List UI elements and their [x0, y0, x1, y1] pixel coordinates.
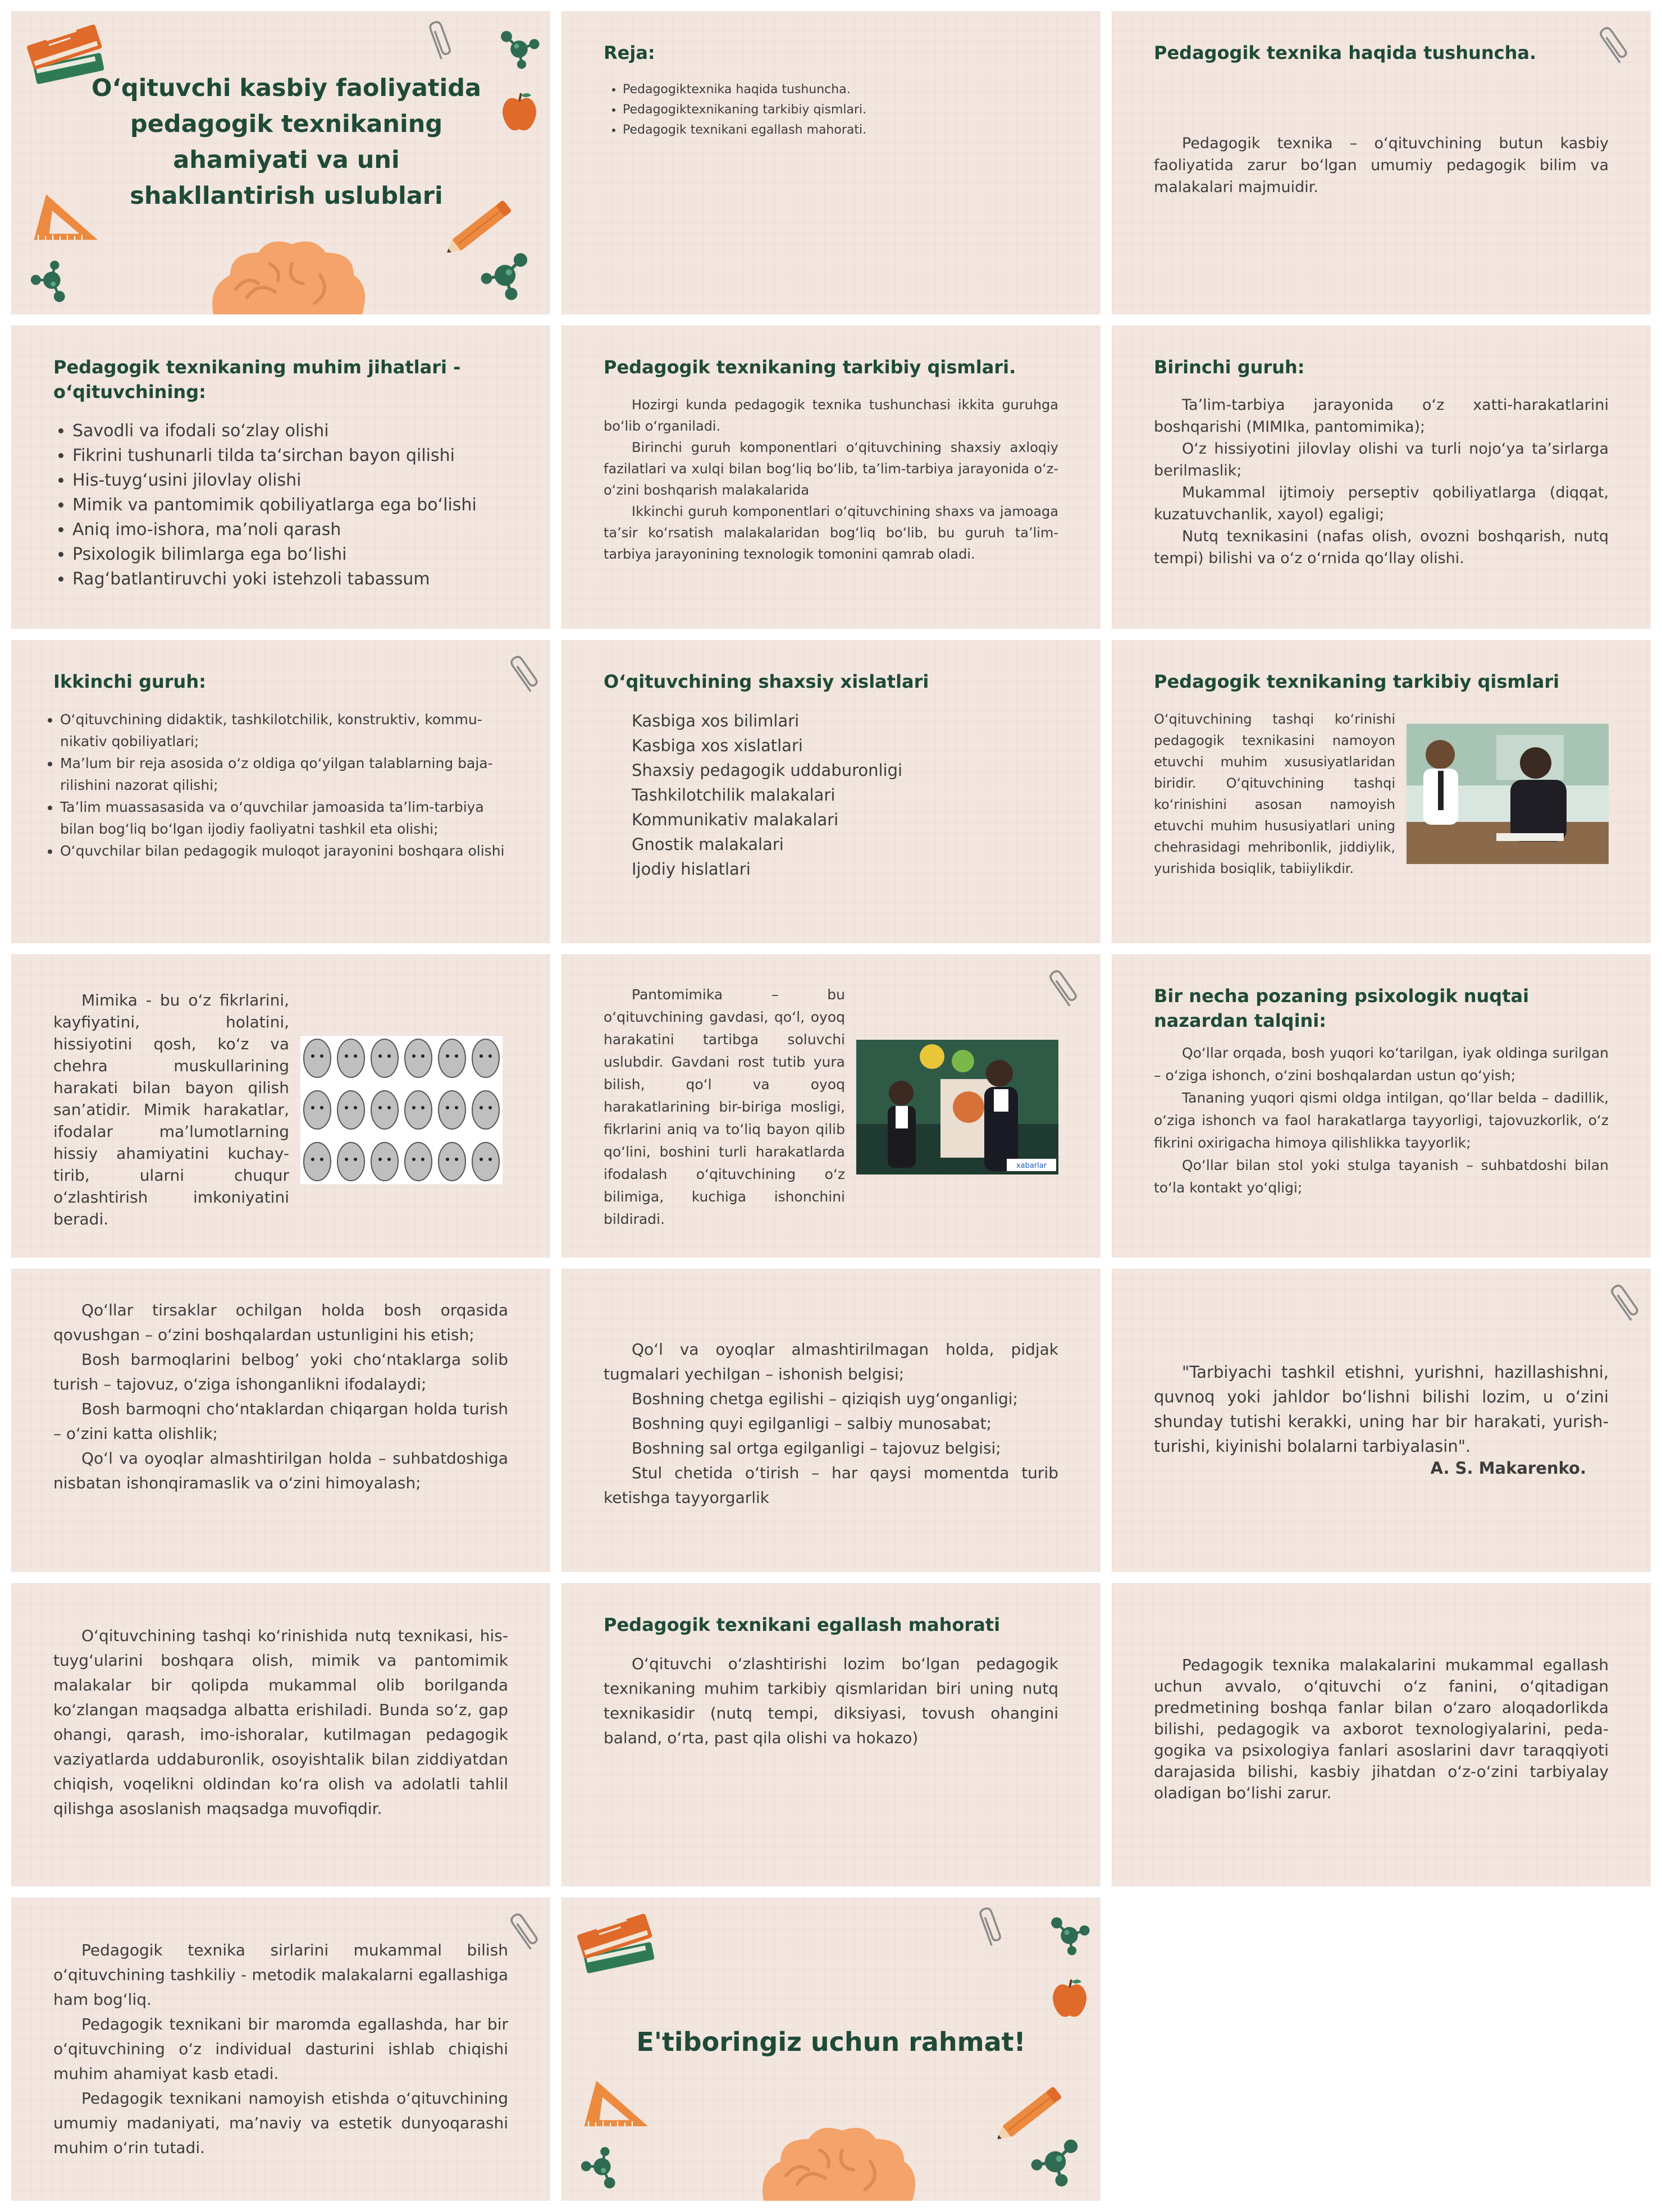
slide-second-group[interactable]	[11, 640, 550, 943]
slide-poses[interactable]	[1112, 954, 1651, 1258]
slide-plan[interactable]	[561, 11, 1101, 314]
molecule-icon	[477, 241, 539, 303]
paragraph: Nutq texnikasini (nafas olish, ovozni boshqarish, nutq tempi) bilishi va o‘z o‘rnida qo‘llay olishi.	[1154, 528, 1609, 567]
slide-body	[1154, 1042, 1609, 1199]
paragraph: Pedagogik texnikani namoyish etishda o‘qituvchining umumiy madaniyati, ma’naviy va estetik dunyoqarashi muhim o‘rin tutadi.	[53, 2089, 508, 2157]
apple-icon	[500, 90, 539, 135]
slide-body	[53, 1624, 508, 1821]
paragraph: O‘qituvchining tashqi ko‘rinishida nutq texnikasi, his-tuyg‘ularini boshqara olish, mimik va pantomimik malakalar bir qolipda mukammal olib borilganda ko‘zlangan maqsadga albatta erishiladi. Bunda so‘z, gap ohangi, qarash, imo-ishoralar, kutilmagan pedagogik vaziyatlarda uddaburonlik, osoyishtalik bilan ziddiyatdan chiqish, voqelikni oldindan ko‘ra olish va adolatli tahlil qilishga asoslanish maqsadga muvofiqdir.	[53, 1626, 508, 1818]
paragraph: O‘qituvchining tashqi ko‘rinishi pedagogik texnikasini namoyon etuvchi muhim xususiyatlaridan biridir. O‘qituvchining tashqi ko‘rinishini asosan namoyish etuvchi muhim hususiyatlari uning chehrasidagi mehribonlik, jiddiylik, yurishida bosiqlik, tabiiylikdir.	[1154, 711, 1395, 876]
paragraph: Pedagogik texnikani bir maromda egallashda, har bir o‘qituvchining o‘z individual dasturini ishlab chiqishi muhim ahamiyat kasb etadi.	[53, 2015, 508, 2083]
slide-heading: Reja:	[604, 42, 655, 63]
thanks-title: E'tiboringiz uchun rahmat!	[636, 2027, 1026, 2057]
list-item: • Aniq imo-ishora, ma’noli qarash	[72, 518, 508, 542]
slide-heading: Bir necha pozaning psixologik nuqtai nazardan talqini:	[1154, 985, 1529, 1031]
paragraph: Pedagogik texnika malakalarini mukammal egallash uchun avvalo, o‘qituvchi o‘z fanini, o‘qitadigan predmetining boshqa fanlar bilan o‘zaro aloqadorlikda bilishi, pedagogik va axborot texnologiyalarini, peda-gogika va psixologiya fanlari asoslarini davr taraqqiyoti darajasida bilishi, kasbiy jihatdan o‘z-o‘zini tarbiyalay oladigan bo‘lishi zarur.	[1154, 1656, 1609, 1802]
list-item: Tashkilotchilik malakalari	[632, 785, 835, 805]
list-item: • Rag‘batlantiruvchi yoki istehzoli tabassum	[72, 567, 508, 592]
presentation-title: O‘qituvchi kasbiy faoliyatida pedagogik texnikaning ahamiyati va uni shakllantirish uslublari	[91, 74, 482, 210]
paragraph: Ta’lim-tarbiya jarayonida o‘z xatti-harakatlarini boshqarishi (MIMIka, pantomimika);	[1154, 396, 1609, 436]
list-item: Kommunikativ malakalari	[632, 810, 839, 829]
quote-author: A. S. Makarenko.	[1430, 1459, 1586, 1478]
faces-expressions-photo	[300, 1036, 503, 1184]
paragraph	[604, 984, 845, 1231]
paragraph: Boshning quyi egilganligi – salbiy munosabat;	[632, 1414, 992, 1433]
paragraph-text: Mimika - bu o‘z fikrlarini, kayfiyatini, holatini, hissiyotini qosh, ko‘z va chehra muskullarining harakati bilan bayon qilish san’atidir. Mimik harakatlar, ifodalar ma’lumotlarning hissiy ahamiyatini kuchay-tirib, ularni chuqur o‘zlashtirish imkoniyatini beradi.	[53, 991, 289, 1228]
slide-body	[1154, 132, 1609, 198]
list-item: • Savodli va ifodali so‘zlay olishi	[72, 419, 508, 444]
paragraph: Stul chetida o‘tirish – har qaysi momentda turib ketishga tayyorgarlik	[604, 1464, 1058, 1507]
list-item: • O‘qituvchining didaktik, tashkilotchilik, konstruktiv, kommu-nikativ qobiliyatlari;	[60, 709, 508, 752]
slide-secrets[interactable]	[11, 1898, 550, 2201]
list-item: • Pedagogiktexnikaning tarkibiy qismlari.	[623, 100, 1058, 120]
slide-body	[604, 1652, 1058, 1751]
paragraph	[53, 989, 289, 1230]
paragraph-text: Pantomimika – bu o‘qituvchining gavdasi, qo‘l, oyoq harakatini tartibga soluvchi uslubdir. Gavdani rost tutib yura bilish, qo‘l va oyoq harakatlarining bir-biriga mosligi, fikrlarini aniq va to‘liq bayon qilib qo‘lini, boshini turli harakatlarda ifodalash o‘qituvchining o‘z bilimiga, kuchiga ishonchini bildiradi.	[604, 986, 845, 1227]
slide-heading: O‘qituvchining shaxsiy xislatlari	[604, 671, 929, 692]
slide-body	[53, 1298, 508, 1496]
paragraph: Boshning chetga egilishi – qiziqish uyg‘onganligi;	[632, 1390, 1018, 1408]
paragraph: Bosh barmoqni cho‘ntaklardan chiqargan holda turish – o‘zini katta olishlik;	[53, 1400, 508, 1443]
photo-watermark: xabarlar	[1016, 1162, 1047, 1170]
slide-first-group[interactable]	[1112, 326, 1651, 629]
list-item: Kasbiga xos bilimlari	[632, 711, 800, 730]
slide-title[interactable]	[11, 11, 550, 314]
paragraph: Pedagogik texnika sirlarini mukammal bilish o‘qituvchining tashkiliy - metodik malakalarni egallashiga ham bog‘liq.	[53, 1941, 508, 2009]
molecule-icon	[571, 2137, 636, 2201]
paperclip-icon	[421, 15, 462, 65]
slide-quote[interactable]	[1112, 1269, 1651, 1572]
book-stack-icon	[573, 1912, 663, 1984]
paragraph: Qo‘l va oyoqlar almashtirilgan holda – suhbatdoshiga nisbatan ishonqiramaslik va o‘zini himoyalash;	[53, 1449, 508, 1492]
slide-thanks[interactable]	[561, 1898, 1101, 2201]
paperclip-icon	[1602, 1276, 1650, 1327]
list-item: Ijodiy hislatlari	[632, 860, 751, 879]
paragraph: Qo‘llar bilan stol yoki stulga tayanish – suhbatdoshi bilan to‘la kontakt yo‘qligi;	[1154, 1157, 1609, 1196]
classroom-photo	[856, 1040, 1058, 1174]
slide-heading: Pedagogik texnika haqida tushuncha.	[1154, 42, 1537, 63]
slide-body	[1154, 394, 1609, 569]
paragraph: Birinchi guruh komponentlari o‘qituvchining shaxsiy axloqiy fazilatlari va xulqi bilan bog‘liq bo‘lib, ta’lim-tarbiya jarayonida o‘z-o‘zini boshqarish malakalarida	[604, 440, 1058, 498]
plan-list	[604, 80, 1058, 140]
slide-important-aspects[interactable]	[11, 326, 550, 629]
brain-icon	[730, 2117, 943, 2201]
paragraph: Qo‘l va oyoqlar almashtirilmagan holda, pidjak tugmalari yechilgan – ishonish belgisi;	[604, 1340, 1058, 1383]
slide-speech-technique[interactable]	[11, 1583, 550, 1886]
list-item: • Mimik va pantomimik qobiliyatlarga ega bo‘lishi	[72, 493, 508, 518]
slide-mimicry[interactable]	[11, 954, 550, 1258]
slide-poses-signs[interactable]	[561, 1269, 1101, 1572]
paragraph: Tananing yuqori qismi oldga intilgan, qo‘llar belda – dadillik, o‘ziga ishonch va faol harakatlarga tayyorligi, tajovuzkorlik, o‘z fikrini oxirigacha himoya qilishlikka tayyorlik;	[1154, 1090, 1609, 1151]
paperclip-icon	[971, 1901, 1012, 1951]
slide-personal-qualities[interactable]	[561, 640, 1101, 943]
brain-icon	[180, 230, 393, 314]
slide-body	[604, 984, 1058, 1231]
slide-heading: Ikkinchi guruh:	[53, 671, 206, 692]
paragraph: Pedagogik texnika – o‘qituvchining butun kasbiy faoliyatida zarur bo‘lgan umumiy pedagogik bilim va malakalari majmuidir.	[1154, 135, 1609, 196]
paperclip-icon	[501, 647, 549, 698]
slide-heading: Pedagogik texnikaning muhim jihatlari - o‘qituvchining:	[53, 357, 461, 403]
list-item: • Pedagogik texnikani egallash mahorati.	[623, 120, 1058, 140]
list-item: Kasbiga xos xislatlari	[632, 736, 803, 755]
slide-mastery[interactable]	[561, 1583, 1101, 1886]
paperclip-icon	[501, 1905, 549, 1956]
ruler-triangle-icon	[581, 2072, 654, 2132]
molecule-icon	[491, 21, 542, 72]
slide-body	[1154, 709, 1609, 879]
paragraph: Boshning sal ortga egilganligi – tajovuz belgisi;	[632, 1439, 1001, 1457]
slide-poses-continued[interactable]	[11, 1269, 550, 1572]
teacher-student-photo	[1407, 724, 1609, 864]
molecule-icon	[1028, 2128, 1089, 2190]
quote-text: "Tarbiyachi tashkil etishni, yurishni, hazillashishni, quvnoq yoki jahldor bo‘lishni bilishi lozim, u o‘zini shunday tutishi kerakki, uning har bir harakati, yurish-turishi, kiyinishi bolalarni tarbiyalasin".	[1154, 1363, 1609, 1456]
list-item: • O‘quvchilar bilan pedagogik muloqot jarayonini boshqara olishi	[60, 840, 508, 862]
list-item: Shaxsiy pedagogik uddaburonligi	[632, 761, 903, 780]
slide-appearance[interactable]	[1112, 640, 1651, 943]
slide-body	[604, 1337, 1058, 1510]
slide-heading: Birinchi guruh:	[1154, 357, 1305, 378]
list-item: • Psixologik bilimlarga ega bo‘lishi	[72, 542, 508, 567]
slide-body	[1154, 1360, 1609, 1459]
slide-heading: Pedagogik texnikaning tarkibiy qismlari	[1154, 671, 1560, 692]
slide-heading: Pedagogik texnikaning tarkibiy qismlari.	[604, 357, 1016, 378]
slide-pantomime[interactable]	[561, 954, 1101, 1258]
slide-body	[53, 1938, 508, 2160]
slide-body	[53, 989, 508, 1230]
list-item: Gnostik malakalari	[632, 835, 784, 854]
molecule-icon	[1042, 1908, 1092, 1958]
paragraph: O‘qituvchi o‘zlashtirishi lozim bo‘lgan pedagogik texnikaning muhim tarkibiy qismlaridan biri uning nutq texnikasidir (nutq tempi, diksiyasi, tovush ohangini baland, o‘rta, past qila olishi va hokazo)	[604, 1655, 1058, 1747]
slide-components[interactable]	[561, 326, 1101, 629]
list-item: • Fikrini tushunarli tilda ta‘sirchan bayon qilishi	[72, 444, 508, 468]
slide-skills[interactable]	[1112, 1583, 1651, 1886]
slide-heading: Pedagogik texnikani egallash mahorati	[604, 1614, 1001, 1635]
slide-concept[interactable]	[1112, 11, 1651, 314]
paragraph: Qo‘llar tirsaklar ochilgan holda bosh orqasida qovushgan – o‘zini boshqalardan ustunligini his etish;	[53, 1301, 508, 1344]
list-item: • Ma’lum bir reja asosida o‘z oldiga qo‘yilgan talablarning baja-rilishini nazorat qilishi;	[60, 752, 508, 796]
list-item: • Ta’lim muassasasida va o‘quvchilar jamoasida ta’lim-tarbiya bilan bog‘liq bo‘lgan ijodiy faoliyatni tashkil eta olishi;	[60, 796, 508, 840]
paragraph: Bosh barmoqlarini belbog’ yoki cho‘ntaklarga solib turish – tajovuz, o‘ziga ishonganlikni ifodalaydi;	[53, 1350, 508, 1393]
slide-body	[1154, 1655, 1609, 1804]
paragraph: Hozirgi kunda pedagogik texnika tushunchasi ikkita guruhga bo‘lib o‘rganiladi.	[604, 397, 1058, 434]
list-item: • Pedagogiktexnika haqida tushuncha.	[623, 80, 1058, 100]
paragraph: Ikkinchi guruh komponentlari o‘qituvchining shaxs va jamoaga ta’sir ko‘rsatish malakalaridan bog‘liq bo‘lib, bu guruh ta’lim-tarbiya jarayonining texnologik tomonini qamrab oladi.	[604, 504, 1058, 562]
paragraph: O‘z hissiyotini jilovlay olishi va turli nojo‘ya ta’sirlarga berilmaslik;	[1154, 440, 1609, 479]
second-group-list	[52, 709, 508, 862]
slides-grid	[11, 11, 1651, 2201]
molecule-icon	[21, 251, 85, 314]
apple-icon	[1050, 1976, 1089, 2021]
paragraph: Mukammal ijtimoiy perseptiv qobiliyatlarga (diqqat, kuzatuvchanlik, xayol) egaligi;	[1154, 484, 1609, 523]
slide-body	[604, 394, 1058, 565]
qualities-list	[604, 709, 1058, 881]
list-item: • His-tuyg‘usini jilovlay olishi	[72, 468, 508, 493]
paragraph: Qo‘llar orqada, bosh yuqori ko‘tarilgan, iyak oldinga surilgan – o‘ziga ishonch, o‘zini boshqalardan ustun qo‘yish;	[1154, 1045, 1609, 1084]
aspects-list	[53, 419, 508, 592]
